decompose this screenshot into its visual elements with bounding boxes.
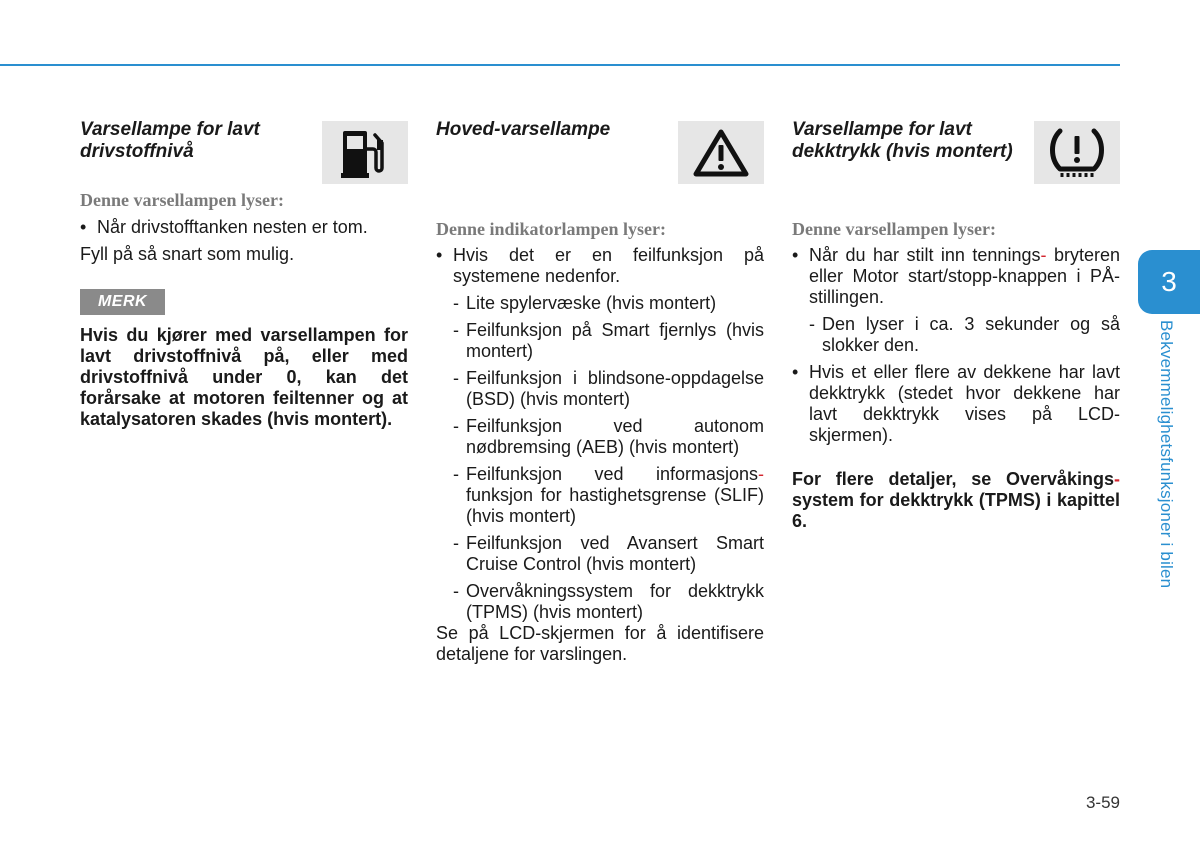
section-heading: Varsellampe for lavt dekktrykk (hvis montert): [792, 119, 1013, 162]
list-item: • Når drivstofftanken nesten er tom.: [80, 217, 408, 238]
tire-pressure-icon: [1048, 127, 1106, 179]
fuel-pump-icon: [341, 127, 389, 179]
lamp-lights-heading: Denne indikatorlampen lyser:: [436, 219, 667, 239]
sub-list-item: - Lite spylervæske (hvis montert): [436, 293, 764, 314]
note-label: MERK: [80, 289, 165, 315]
icon-box: [678, 121, 764, 184]
hyphen-mark: -: [758, 464, 764, 484]
reference-text: [792, 469, 1120, 532]
top-rule: [0, 64, 1120, 66]
body-text: [436, 245, 764, 671]
body-text: [80, 217, 408, 271]
sub-list-item: - Den lyser i ca. 3 sekunder og så slokker den.: [792, 314, 1120, 356]
chapter-number-tab: 3: [1138, 250, 1200, 314]
text-part: Feilfunksjon ved informasjons: [466, 464, 758, 484]
text-part: For flere detaljer, se Overvåkings: [792, 469, 1114, 489]
sub-list-item: - Feilfunksjon i blindsone-oppdagelse (BSD) (hvis montert): [436, 368, 764, 410]
note-text: Hvis du kjører med varsellampen for lavt drivstoffnivå på, eller med drivstoffnivå under 0, kan det forårsake at motoren feiltenner og at katalysatoren skades (hvis montert).: [80, 325, 408, 429]
icon-box: [322, 121, 408, 184]
list-item: • Hvis et eller flere av dekkene har lavt dekktrykk (stedet hvor dekkene har lavt dekktrykk vises på LCD-skjermen).: [792, 362, 1120, 446]
hyphen-mark: -: [1040, 245, 1047, 265]
section-heading: Varsellampe for lavt drivstoffnivå: [80, 119, 260, 162]
list-item: [792, 245, 1120, 308]
hyphen-mark: -: [1114, 469, 1120, 489]
sub-list-item: - Feilfunksjon på Smart fjernlys (hvis montert): [436, 320, 764, 362]
sub-list-item: - Overvåkningssystem for dekktrykk (TPMS) (hvis montert): [436, 581, 764, 623]
text-part: bryteren eller Motor start/stopp-knappen i PÅ-stillingen.: [809, 245, 1120, 307]
chapter-title: Bekvemmelighetsfunksjoner i bilen: [1157, 320, 1176, 589]
section-heading: Hoved-varsellampe: [436, 119, 611, 140]
body-text: [792, 245, 1120, 452]
lamp-lights-heading: Denne varsellampen lyser:: [80, 190, 284, 210]
sub-list-item: - Feilfunksjon ved Avansert Smart Cruise Control (hvis montert): [436, 533, 764, 575]
text-part: funksjon for hastighetsgrense (SLIF) (hvis montert): [466, 485, 764, 526]
paragraph: Se på LCD-skjermen for å identifisere detaljene for varslingen.: [436, 623, 764, 664]
paragraph: Fyll på så snart som mulig.: [80, 244, 295, 264]
sub-list-item: [436, 464, 764, 527]
sub-list-item: - Feilfunksjon ved autonom nødbremsing (AEB) (hvis montert): [436, 416, 764, 458]
icon-box: [1034, 121, 1120, 184]
text-part: Når du har stilt inn tennings: [809, 245, 1041, 265]
warning-triangle-icon: [693, 128, 749, 178]
text-part: system for dekktrykk (TPMS) i kapittel 6.: [792, 490, 1120, 531]
page-number: 3-59: [1085, 793, 1120, 812]
list-item: • Hvis det er en feilfunksjon på systemene nedenfor.: [436, 245, 764, 287]
lamp-lights-heading: Denne varsellampen lyser:: [792, 219, 996, 239]
